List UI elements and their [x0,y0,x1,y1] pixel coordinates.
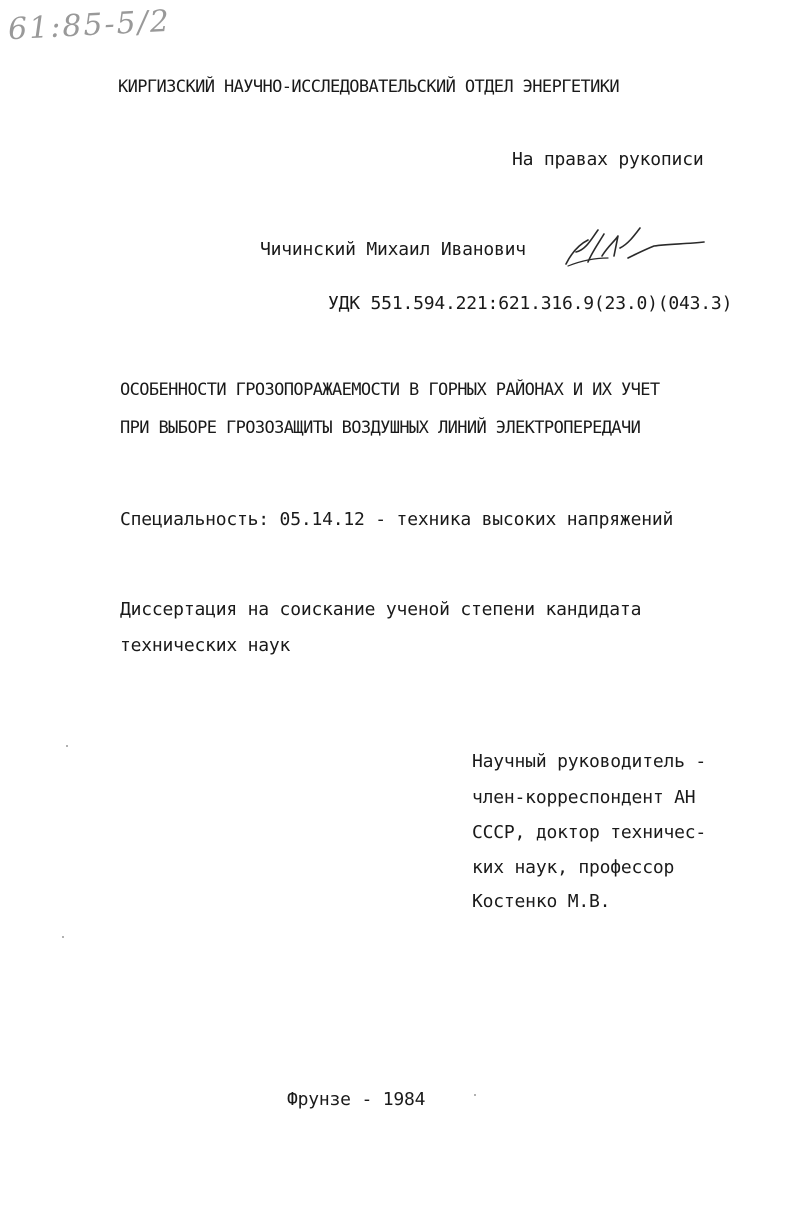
supervisor-line-3: СССР, доктор техничес- [472,822,707,843]
dissertation-line-2: технических наук [120,635,291,656]
specialty: Специальность: 05.14.12 - техника высоких напряжений [120,509,674,530]
supervisor-line-5: Костенко М.В. [472,891,611,912]
scan-speck [66,745,68,747]
supervisor-line-1: Научный руководитель - [472,751,707,772]
rights-notice: На правах рукописи [512,149,704,170]
scan-speck [474,1094,476,1096]
supervisor-line-2: член-корреспондент АН [472,787,696,808]
author-signature [558,222,708,272]
title-line-1: ОСОБЕННОСТИ ГРОЗОПОРАЖАЕМОСТИ В ГОРНЫХ РАЙОНАХ И ИХ УЧЕТ [120,380,660,400]
title-line-2: ПРИ ВЫБОРЕ ГРОЗОЗАЩИТЫ ВОЗДУШНЫХ ЛИНИЙ ЭЛЕКТРОПЕРЕДАЧИ [120,418,641,438]
author-name: Чичинский Михаил Иванович [260,239,526,260]
footer-city-year: Фрунзе - 1984 [287,1089,426,1110]
scan-speck [62,936,64,938]
institution-heading: КИРГИЗСКИЙ НАУЧНО-ИССЛЕДОВАТЕЛЬСКИЙ ОТДЕЛ ЭНЕРГЕТИКИ [118,77,620,97]
dissertation-line-1: Диссертация на соискание ученой степени кандидата [120,599,642,620]
udc-code: УДК 551.594.221:621.316.9(23.0)(043.3) [328,293,733,314]
supervisor-line-4: ких наук, профессор [472,857,675,878]
handwritten-archive-number: 61:85-5/2 [7,3,172,48]
